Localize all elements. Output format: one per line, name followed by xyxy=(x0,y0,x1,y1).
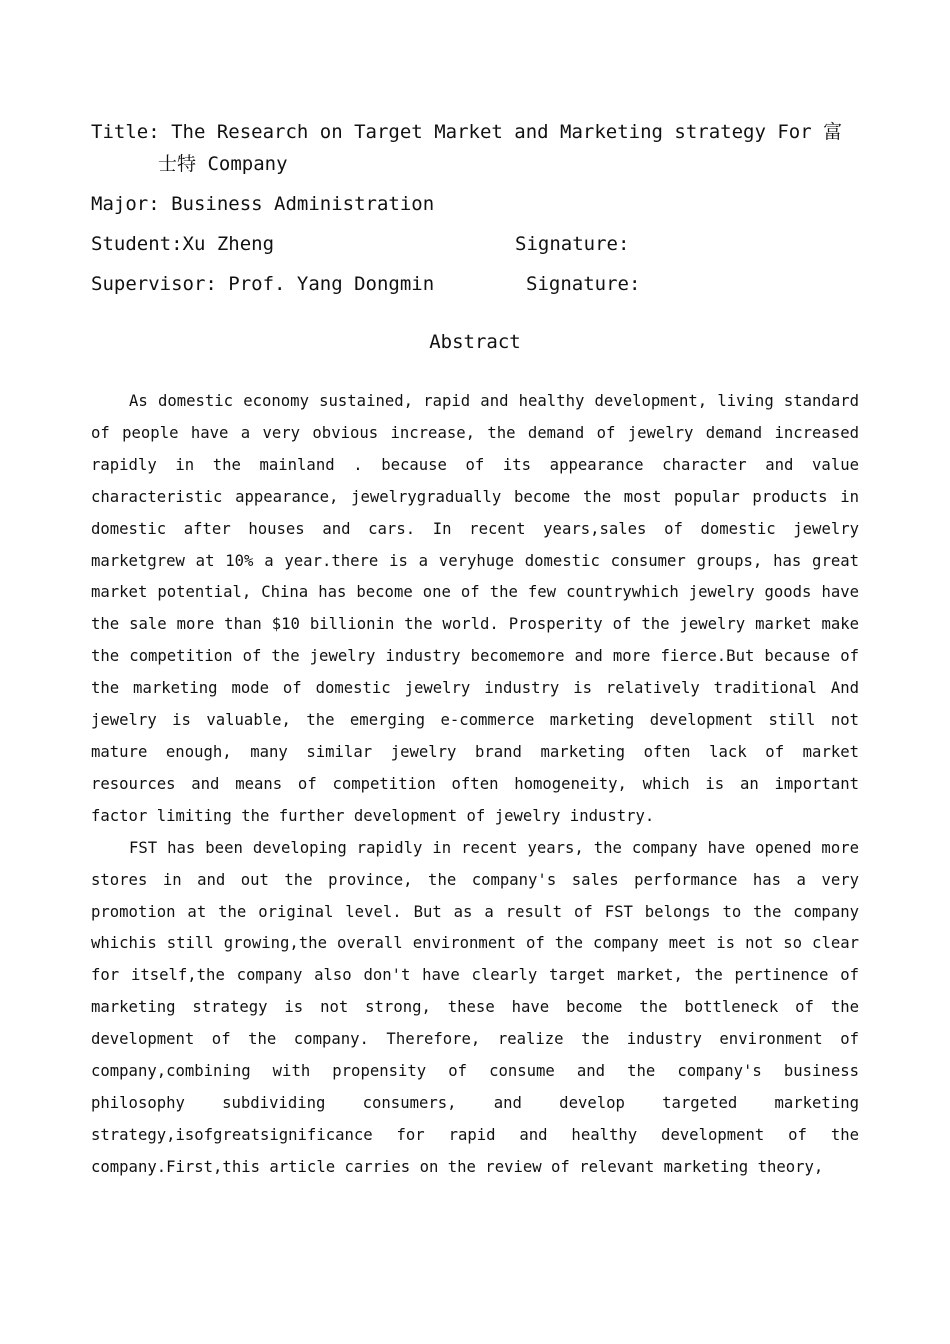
title-text: The Research on Target Market and Marketing strategy For 富士特 Company xyxy=(158,121,843,175)
document-page xyxy=(91,116,859,1184)
student-signature-label: Signature: xyxy=(515,233,630,255)
supervisor-signature-label: Signature: xyxy=(526,273,641,295)
abstract-paragraph-1: As domestic economy sustained, rapid and healthy development, living standard of people have a very obvious increase, the demand of jewelry demand increased rapidly in the mainland . because of its appearance character and value characteristic appearance, jewelrygradually become the most popular products in domestic after houses and cars. In recent years,sales of domestic jewelry marketgrew at 10% a year.there is a veryhuge domestic consumer groups, has great market potential, China has become one of the few countrywhich jewelry goods have the sale more than $10 billionin the world. Prosperity of the jewelry market make the competition of the jewelry industry becomemore and more fierce.But because of the marketing mode of domestic jewelry industry is relatively traditional And jewelry is valuable, the emerging e-commerce marketing development still not mature enough, many similar jewelry brand marketing often lack of market resources and means of competition often homogeneity, which is an important factor limiting the further development of jewelry industry. xyxy=(91,392,859,825)
abstract-paragraph-2: FST has been developing rapidly in recent years, the company have opened more stores in and out the province, the company's sales performance has a very promotion at the original level. But as a result of FST belongs to the company whichis still growing,the overall environment of the company meet is not so clear for itself,the company also don't have clearly target market, the pertinence of marketing strategy is not strong, these have become the bottleneck of the development of the company. Therefore, realize the industry environment of company,combining with propensity of consume and the company's business philosophy subdividing consumers, and develop targeted marketing strategy,isofgreatsignificance for rapid and healthy development of the company.First,this article carries on the review of relevant marketing theory, xyxy=(91,838,859,1176)
student-line xyxy=(91,224,859,264)
thesis-title xyxy=(91,116,859,180)
abstract-heading: Abstract xyxy=(429,331,521,353)
title-label: Title: xyxy=(91,121,160,143)
supervisor-text: Supervisor: Prof. Yang Dongmin xyxy=(91,273,435,295)
major-label: Major: xyxy=(91,193,160,215)
major-text: Business Administration xyxy=(171,193,435,215)
supervisor-line xyxy=(91,264,859,304)
student-text: Student:Xu Zheng xyxy=(91,233,275,255)
major-line xyxy=(91,184,859,224)
